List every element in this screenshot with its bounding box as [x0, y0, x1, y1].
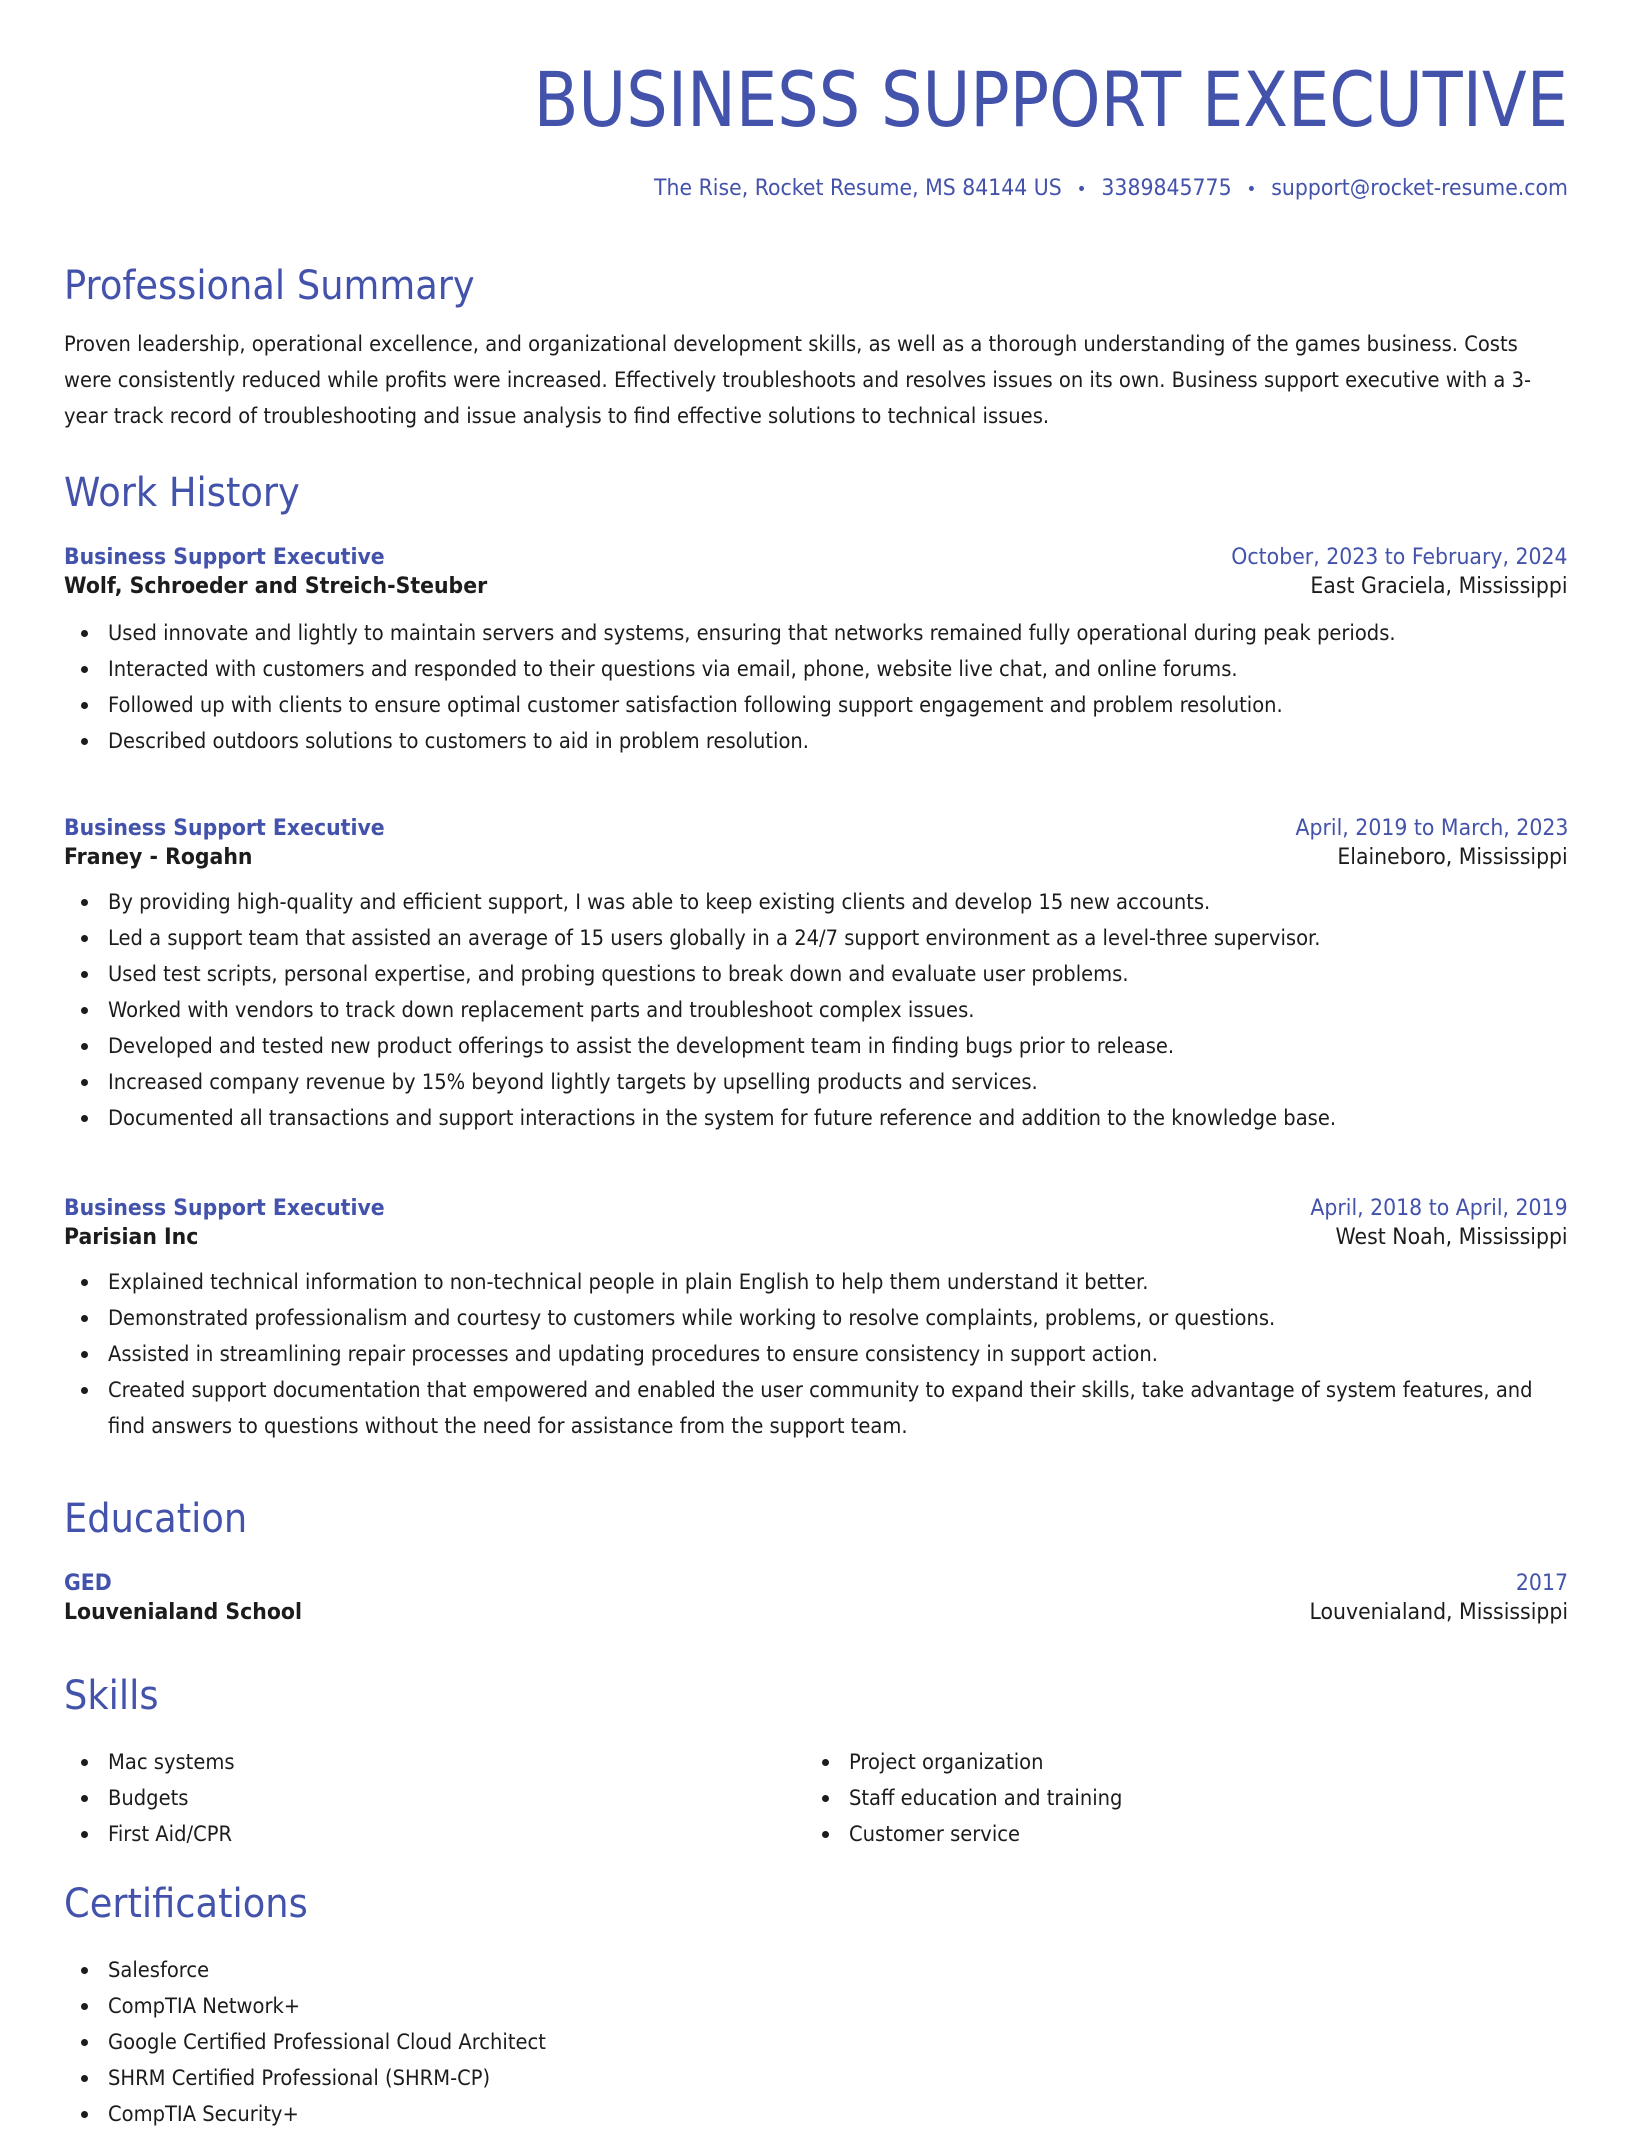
list-item: Used test scripts, personal expertise, and probing questions to break down and evaluate user problems. — [64, 956, 1568, 992]
section-title-certifications: Certifications — [64, 1881, 308, 1927]
work-section — [64, 471, 1568, 515]
list-item: Staff education and training — [805, 1780, 1546, 1816]
education-entry — [64, 1571, 1568, 1625]
job-bullets — [64, 884, 1568, 1136]
skills-section — [64, 1674, 1568, 1718]
list-item: Customer service — [805, 1816, 1546, 1852]
list-item: Budgets — [64, 1780, 805, 1816]
job-entry — [64, 816, 1568, 1136]
resume-name: BUSINESS SUPPORT EXECUTIVE — [533, 55, 1568, 144]
job-location: Elaineboro, Mississippi — [1337, 845, 1568, 870]
job-bullets — [64, 615, 1568, 759]
list-item: Documented all transactions and support interactions in the system for future reference and addition to the knowledge base. — [64, 1100, 1568, 1136]
job-location: East Graciela, Mississippi — [1310, 574, 1568, 599]
list-item: Developed and tested new product offerings to assist the development team in finding bugs prior to release. — [64, 1028, 1568, 1064]
job-bullets — [64, 1264, 1568, 1444]
section-title-skills: Skills — [64, 1673, 159, 1719]
contact-address: The Rise, Rocket Resume, MS 84144 US — [654, 176, 1062, 201]
contact-line — [169, 176, 1568, 201]
list-item: Demonstrated professionalism and courtesy to customers while working to resolve complaints, problems, or questions. — [64, 1300, 1568, 1336]
education-section — [64, 1497, 1568, 1541]
job-company: Parisian Inc — [64, 1225, 199, 1250]
list-item: Project organization — [805, 1744, 1546, 1780]
job-dates: April, 2018 to April, 2019 — [1310, 1196, 1568, 1221]
list-item: First Aid/CPR — [64, 1816, 805, 1852]
contact-email: support@rocket-resume.com — [1271, 176, 1568, 201]
job-entry — [64, 1196, 1568, 1444]
certifications-list — [64, 1952, 1568, 2132]
contact-phone: 3389845775 — [1101, 176, 1232, 201]
list-item: Explained technical information to non-technical people in plain English to help them understand it better. — [64, 1264, 1568, 1300]
education-degree: GED — [64, 1571, 112, 1596]
list-item: Google Certified Professional Cloud Architect — [64, 2024, 1568, 2060]
list-item: CompTIA Network+ — [64, 1988, 1568, 2024]
list-item: Used innovate and lightly to maintain servers and systems, ensuring that networks remained fully operational during peak periods. — [64, 615, 1568, 651]
list-item: SHRM Certified Professional (SHRM-CP) — [64, 2060, 1568, 2096]
education-year: 2017 — [1515, 1571, 1568, 1596]
job-dates: April, 2019 to March, 2023 — [1295, 816, 1568, 841]
list-item: By providing high-quality and efficient support, I was able to keep existing clients and develop 15 new accounts. — [64, 884, 1568, 920]
job-company: Wolf, Schroeder and Streich-Steuber — [64, 574, 488, 599]
resume-page — [64, 0, 1568, 2126]
list-item: Salesforce — [64, 1952, 1568, 1988]
summary-text: Proven leadership, operational excellence, and organizational development skills, as well as a thorough understanding of the games business. Costs were consistently reduced while profits were increased. Effectively troubleshoots and resolves issues on its own. Business support executive with a 3-year track record of troubleshooting and issue analysis to find effective solutions to technical issues. — [64, 332, 1532, 428]
education-location: Louvenialand, Mississippi — [1309, 1600, 1568, 1625]
list-item: Increased company revenue by 15% beyond lightly targets by upselling products and services. — [64, 1064, 1568, 1100]
list-item: Followed up with clients to ensure optimal customer satisfaction following support engagement and problem resolution. — [64, 687, 1568, 723]
job-company: Franey - Rogahn — [64, 845, 253, 870]
list-item: CompTIA Security+ — [64, 2096, 1568, 2132]
contact-separator: • — [1076, 179, 1087, 200]
list-item: Described outdoors solutions to customers to aid in problem resolution. — [64, 723, 1568, 759]
list-item: Worked with vendors to track down replacement parts and troubleshoot complex issues. — [64, 992, 1568, 1028]
job-dates: October, 2023 to February, 2024 — [1231, 545, 1568, 570]
list-item: Led a support team that assisted an average of 15 users globally in a 24/7 support environment as a level-three supervisor. — [64, 920, 1568, 956]
summary-section — [64, 264, 1568, 434]
certifications-list-wrap — [64, 1952, 1568, 2132]
section-title-education: Education — [64, 1496, 248, 1542]
job-entry — [64, 545, 1568, 759]
certifications-section — [64, 1882, 1568, 1926]
skills-column-left — [64, 1744, 805, 1852]
job-title: Business Support Executive — [64, 545, 385, 570]
contact-separator: • — [1246, 179, 1257, 200]
section-title-summary: Professional Summary — [64, 263, 475, 309]
list-item: Created support documentation that empowered and enabled the user community to expand their skills, take advantage of system features, and find answers to questions without the need for assistance from the support team. — [64, 1372, 1568, 1444]
job-title: Business Support Executive — [64, 816, 385, 841]
job-title: Business Support Executive — [64, 1196, 385, 1221]
list-item: Mac systems — [64, 1744, 805, 1780]
list-item: Interacted with customers and responded to their questions via email, phone, website live chat, and online forums. — [64, 651, 1568, 687]
education-school: Louvenialand School — [64, 1600, 302, 1625]
section-title-work: Work History — [64, 470, 300, 516]
list-item: Assisted in streamlining repair processes and updating procedures to ensure consistency in support action. — [64, 1336, 1568, 1372]
job-location: West Noah, Mississippi — [1335, 1225, 1568, 1250]
skills-column-right — [805, 1744, 1546, 1852]
skills-list — [64, 1744, 1568, 1852]
